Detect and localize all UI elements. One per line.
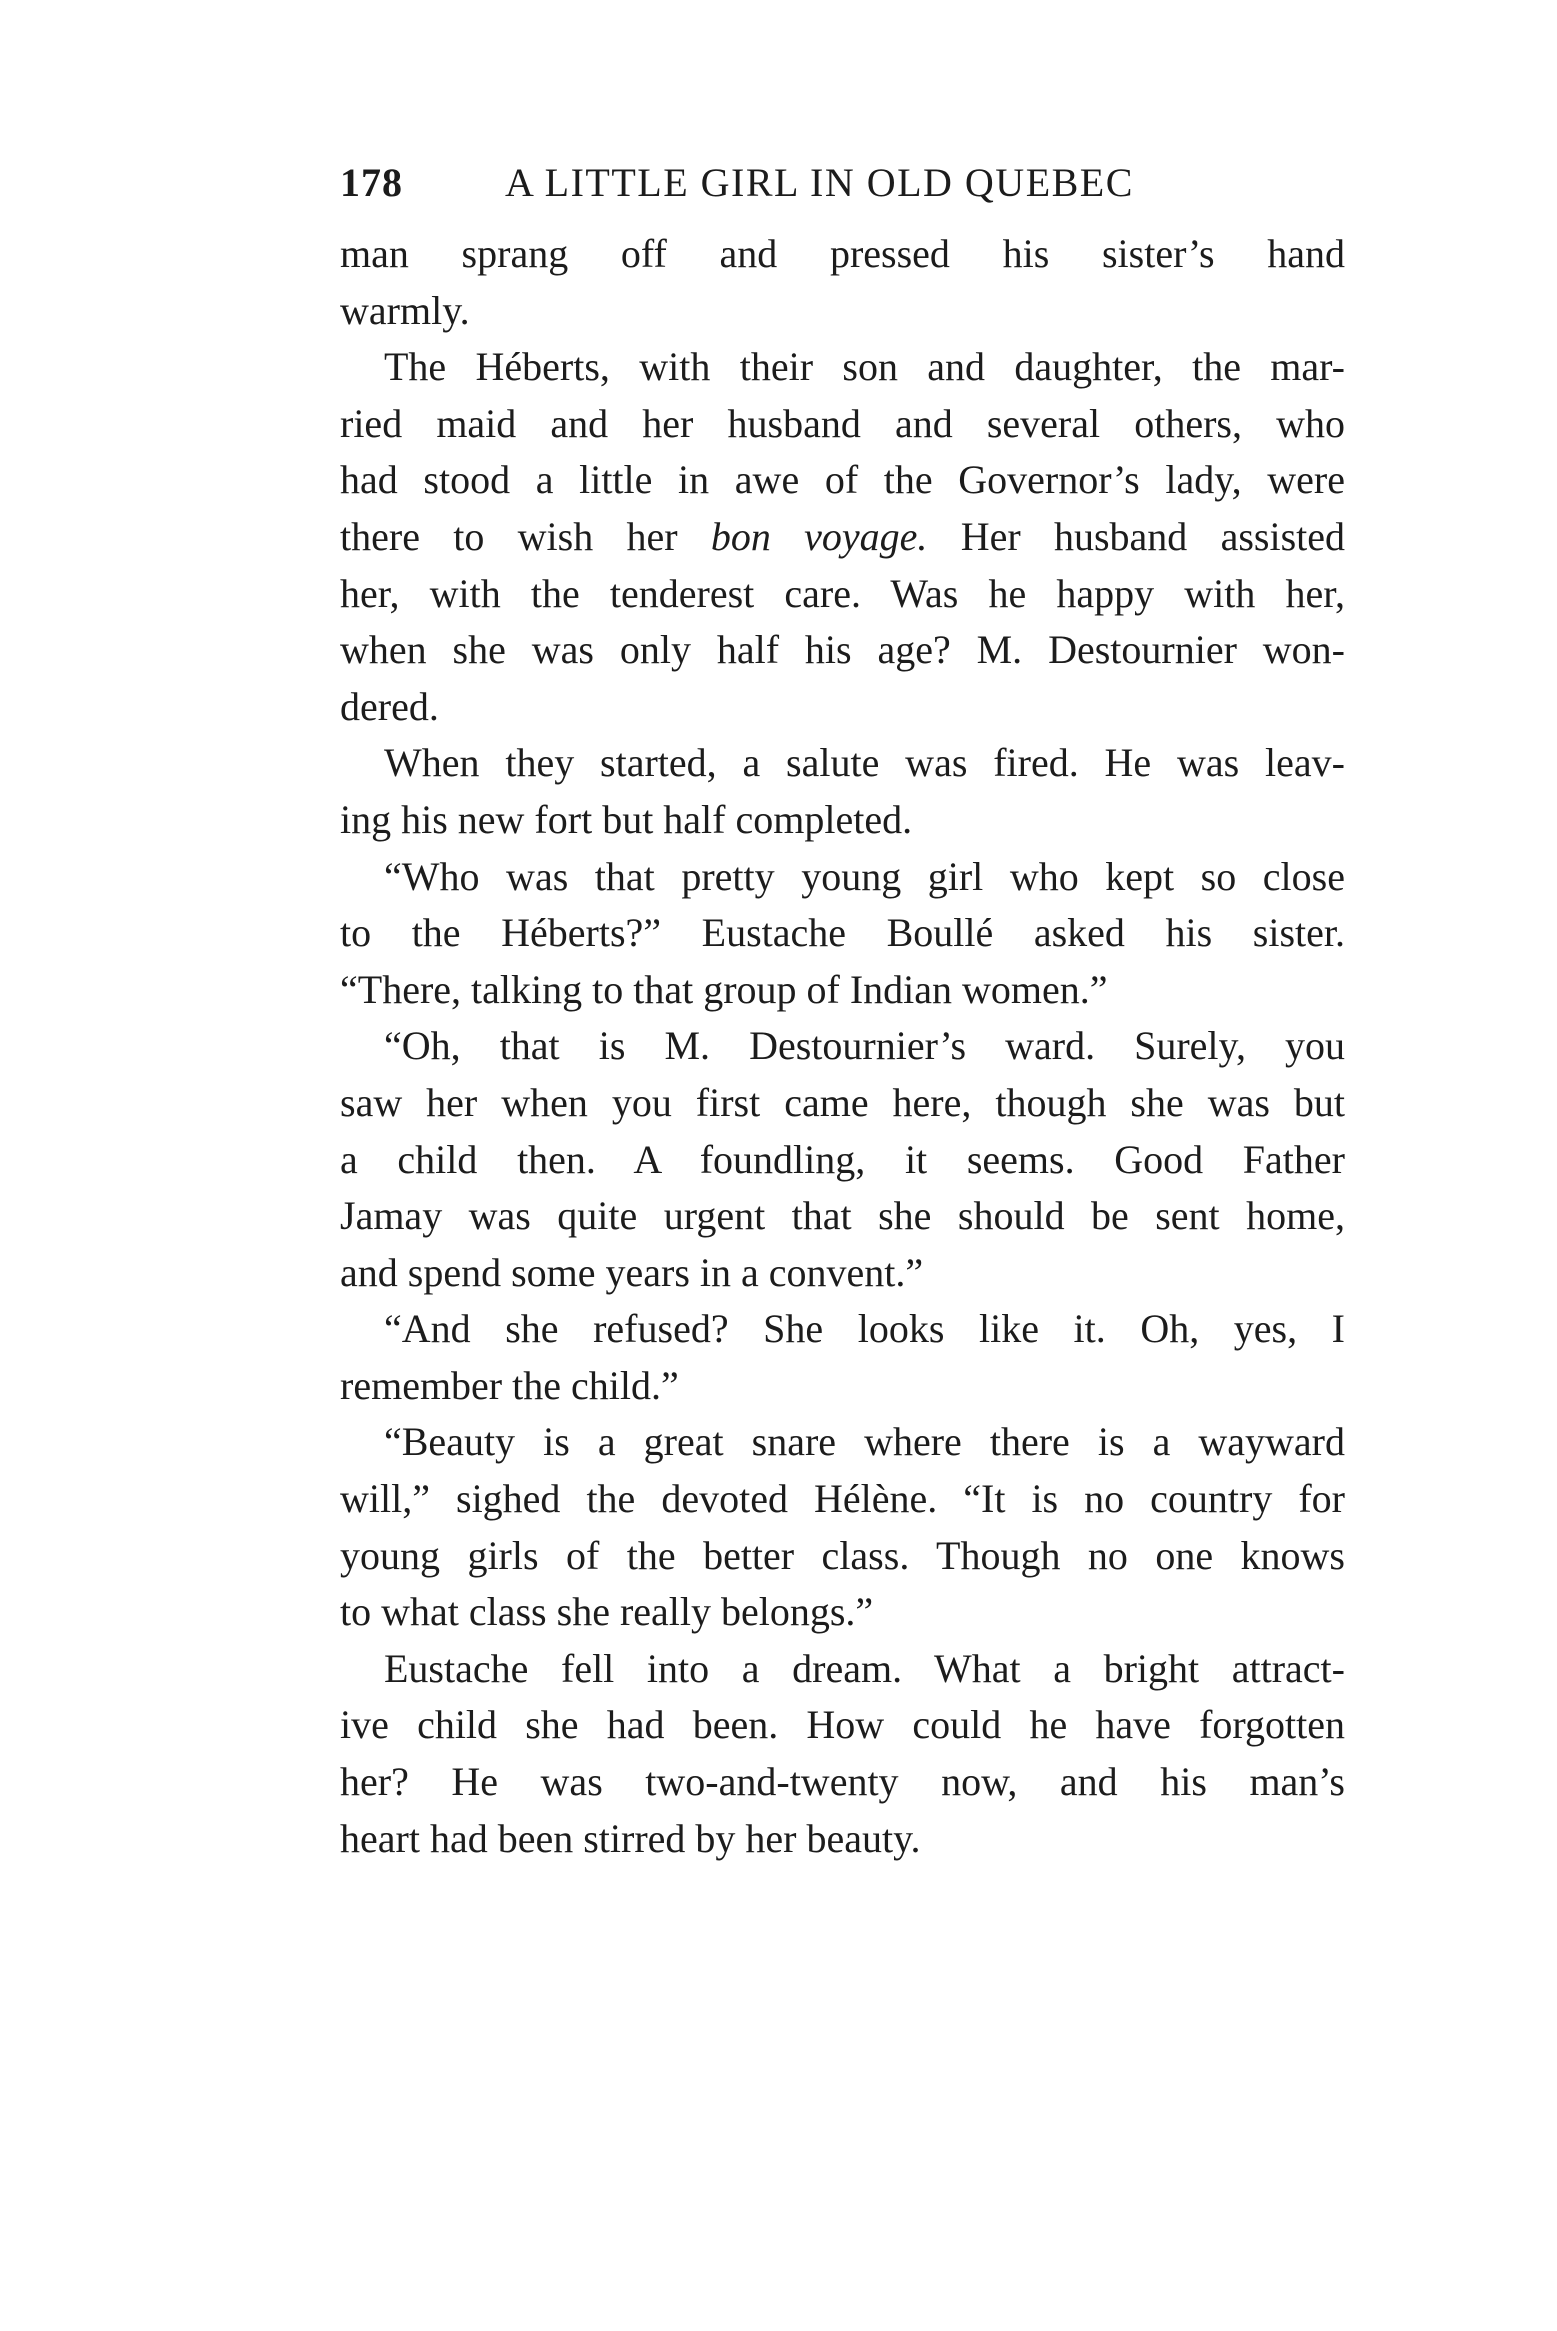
running-title: A LITTLE GIRL IN OLD QUEBEC <box>505 160 1134 205</box>
text-line: saw her when you first came here, though she was but <box>340 1079 1345 1125</box>
paragraph <box>340 1018 1345 1301</box>
text-line: Eustache fell into a dream. What a bright attract- <box>384 1645 1345 1691</box>
text-line: to what class she really belongs.” <box>340 1589 874 1635</box>
text-line: remember the child.” <box>340 1362 679 1408</box>
text-line: to the Héberts?” Eustache Boullé asked his sister. <box>340 910 1345 956</box>
italic-phrase: bon voyage. <box>710 513 928 559</box>
text-line: The Héberts, with their son and daughter, the mar- <box>384 344 1345 390</box>
text-line: Jamay was quite urgent that she should be sent home, <box>340 1193 1345 1239</box>
text-line <box>340 509 1345 566</box>
text-line: “And she refused? She looks like it. Oh, yes, I <box>384 1306 1345 1352</box>
text-line: when she was only half his age? M. Destournier won- <box>340 627 1345 673</box>
text-line: her? He was two-and-twenty now, and his man’s <box>340 1759 1345 1805</box>
text-line: young girls of the better class. Though no one knows <box>340 1532 1345 1578</box>
text-line: ive child she had been. How could he have forgotten <box>340 1702 1345 1748</box>
text-line: will,” sighed the devoted Hélène. “It is no country for <box>340 1476 1345 1522</box>
paragraph <box>340 735 1345 848</box>
paragraph <box>340 849 1345 1019</box>
text-line: “There, talking to that group of Indian women.” <box>340 966 1108 1012</box>
text-line: man sprang off and pressed his sister’s hand <box>340 231 1345 276</box>
paragraph <box>340 1301 1345 1414</box>
text-line: When they started, a salute was fired. He was leav- <box>384 740 1345 786</box>
text-segment: there to wish her <box>340 513 711 559</box>
paragraph <box>340 339 1345 735</box>
text-line: and spend some years in a convent.” <box>340 1249 924 1295</box>
body-text <box>340 226 1345 1867</box>
paragraph <box>340 1414 1345 1640</box>
text-line: her, with the tenderest care. Was he happy with her, <box>340 570 1345 616</box>
text-line: dered. <box>340 683 439 729</box>
text-line: “Beauty is a great snare where there is a wayward <box>384 1419 1345 1465</box>
text-line: “Oh, that is M. Destournier’s ward. Surely, you <box>384 1023 1345 1069</box>
text-line: warmly. <box>340 287 470 333</box>
page-number: 178 <box>340 160 403 205</box>
text-line: a child then. A foundling, it seems. Good Father <box>340 1136 1345 1182</box>
paragraph <box>340 1641 1345 1867</box>
text-line: “Who was that pretty young girl who kept so close <box>384 853 1345 899</box>
text-line: ried maid and her husband and several others, who <box>340 400 1345 446</box>
paragraph <box>340 226 1345 339</box>
text-segment: Her husband assisted <box>927 513 1346 559</box>
text-line: had stood a little in awe of the Governor’s lady, were <box>340 457 1345 503</box>
text-line: heart had been stirred by her beauty. <box>340 1815 921 1861</box>
page-header <box>340 158 1345 208</box>
text-line: ing his new fort but half completed. <box>340 796 913 842</box>
